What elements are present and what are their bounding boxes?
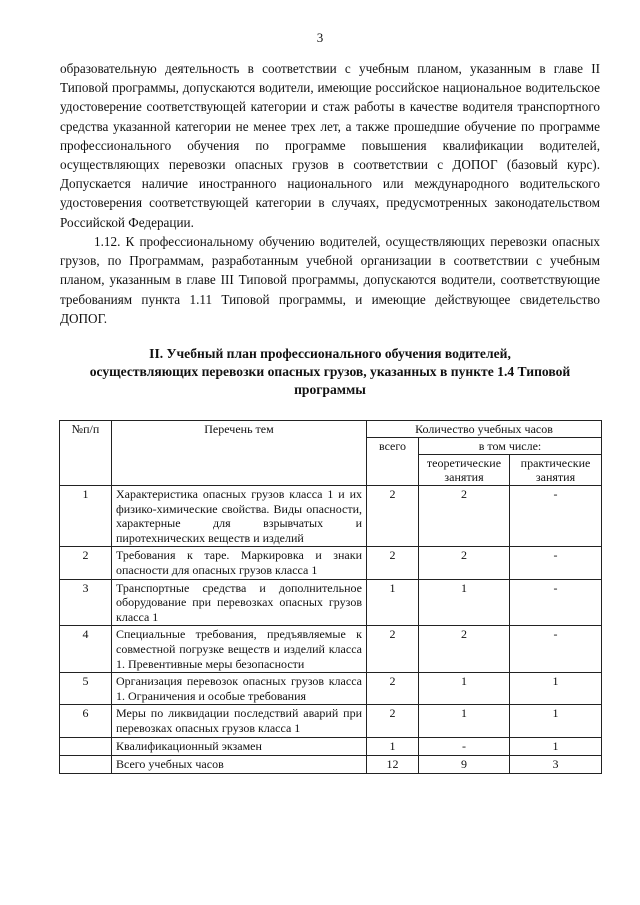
section-title-line: II. Учебный план профессионального обучения водителей,: [149, 346, 511, 361]
row-total: 12: [367, 755, 419, 773]
curriculum-table: [59, 420, 602, 774]
row-number: [60, 755, 112, 773]
table-header-row: [60, 421, 602, 438]
table-row: [60, 626, 602, 673]
row-number: 3: [60, 579, 112, 626]
row-practice: -: [510, 626, 602, 673]
row-number: 4: [60, 626, 112, 673]
row-topic: Меры по ликвидации последствий аварий при перевозках опасных грузов класса 1: [112, 705, 367, 737]
row-theory: 2: [419, 626, 510, 673]
row-practice: 1: [510, 673, 602, 705]
row-total: 2: [367, 626, 419, 673]
row-theory: -: [419, 737, 510, 755]
row-theory: 2: [419, 486, 510, 547]
row-topic: Квалификационный экзамен: [112, 737, 367, 755]
header-total: всего: [367, 438, 419, 486]
row-topic: Характеристика опасных грузов класса 1 и их физико-химические свойства. Виды опасности, характерные для взрывчатых и пиротехнических веществ и изделий: [112, 486, 367, 547]
row-number: 5: [60, 673, 112, 705]
section-title-line: осуществляющих перевозки опасных грузов, указанных в пункте 1.4 Типовой: [89, 364, 571, 379]
paragraph-1-12: 1.12. К профессиональному обучению водителей, осуществляющих перевозки опасных грузов, по Программам, разработанным учебной организации в соответствии с учебным планом, указанным в главе III Типовой программы, допускаются водители, соответствующие требованиям пункта 1.11 Типовой программы, и имеющие действующее свидетельство ДОПОГ.: [60, 234, 600, 326]
row-total: 2: [367, 705, 419, 737]
header-practice: практические занятия: [510, 455, 602, 486]
row-total: 1: [367, 737, 419, 755]
row-number: 6: [60, 705, 112, 737]
row-theory: 1: [419, 579, 510, 626]
row-number: 1: [60, 486, 112, 547]
table-row: [60, 705, 602, 737]
row-theory: 1: [419, 673, 510, 705]
header-including: в том числе:: [419, 438, 602, 455]
row-topic: Специальные требования, предъявляемые к совместной погрузке веществ и изделий класса 1. Превентивные меры безопасности: [112, 626, 367, 673]
section-title: [60, 345, 600, 399]
table-row: [60, 547, 602, 579]
row-total: 1: [367, 579, 419, 626]
row-practice: -: [510, 579, 602, 626]
row-total: 2: [367, 673, 419, 705]
header-theory: теоретические занятия: [419, 455, 510, 486]
row-practice: 1: [510, 737, 602, 755]
table-row: [60, 486, 602, 547]
header-topics: Перечень тем: [112, 421, 367, 486]
table-row: [60, 579, 602, 626]
row-topic: Транспортные средства и дополнительное оборудование при перевозках опасных грузов класса 1: [112, 579, 367, 626]
page-number: 3: [316, 30, 324, 45]
header-num: №п/п: [60, 421, 112, 486]
row-practice: -: [510, 486, 602, 547]
row-practice: 3: [510, 755, 602, 773]
row-number: [60, 737, 112, 755]
row-theory: 2: [419, 547, 510, 579]
header-hours: Количество учебных часов: [367, 421, 602, 438]
table-row-exam: [60, 737, 602, 755]
row-practice: -: [510, 547, 602, 579]
row-theory: 9: [419, 755, 510, 773]
row-theory: 1: [419, 705, 510, 737]
row-topic: Всего учебных часов: [112, 755, 367, 773]
row-topic: Требования к таре. Маркировка и знаки опасности для опасных грузов класса 1: [112, 547, 367, 579]
row-number: 2: [60, 547, 112, 579]
row-total: 2: [367, 547, 419, 579]
row-topic: Организация перевозок опасных грузов класса 1. Ограничения и особые требования: [112, 673, 367, 705]
table-row: [60, 673, 602, 705]
section-title-line: программы: [294, 382, 366, 397]
paragraph-admission-conditions: образовательную деятельность в соответствии с учебным планом, указанным в главе II Типовой программы, допускаются водители, имеющие российское национальное водительское удостоверение соответствующей категории и стаж работы в качестве водителя транспортного средства указанной категории не менее трех лет, а также прошедшие обучение по программе профессионального обучения по программе повышения квалификации водителей, осуществляющих перевозки опасных грузов в соответствии с ДОПОГ (базовый курс). Допускается наличие иностранного национального или международного водительского удостоверения соответствующей категории в случаях, предусмотренных законодательством Российской Федерации.: [60, 61, 600, 230]
row-total: 2: [367, 486, 419, 547]
table-row-total: [60, 755, 602, 773]
row-practice: 1: [510, 705, 602, 737]
